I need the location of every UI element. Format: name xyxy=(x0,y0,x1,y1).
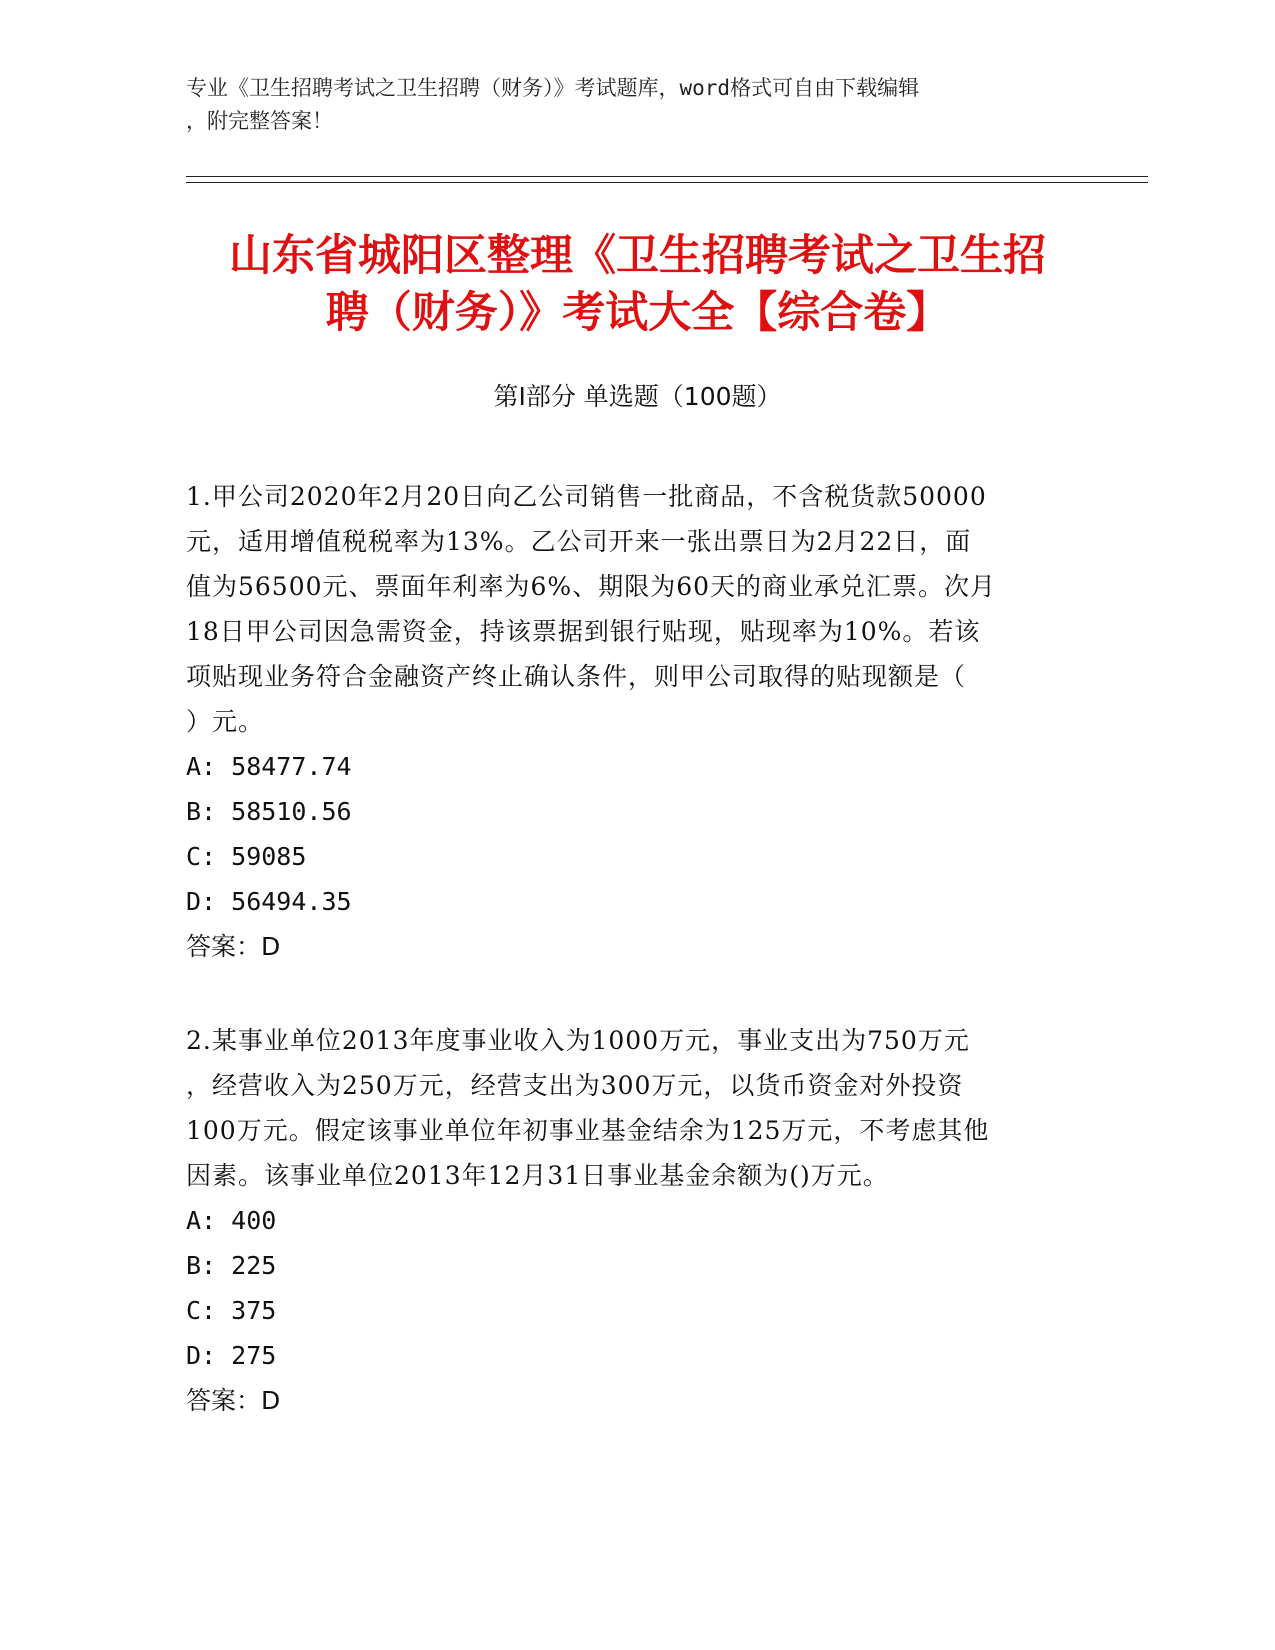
header-divider xyxy=(186,182,1148,183)
option-c: C: 59085 xyxy=(186,842,307,871)
option-c: C: 375 xyxy=(186,1296,277,1325)
question-stem-line: ，经营收入为250万元，经营支出为300万元，以货币资金对外投资 xyxy=(186,1071,964,1100)
header-note-line: 专业《卫生招聘考试之卫生招聘（财务）》考试题库，word格式可自由下载编辑 xyxy=(186,76,920,100)
header-note-line: ，附完整答案！ xyxy=(186,109,333,133)
option-a: A: 400 xyxy=(186,1206,277,1235)
question-stem-line: 因素。该事业单位2013年12月31日事业基金余额为()万元。 xyxy=(186,1161,889,1190)
question-stem xyxy=(186,474,1086,744)
question-stem-line: ）元。 xyxy=(186,707,265,736)
document-title xyxy=(150,228,1125,342)
answer: 答案：D xyxy=(186,932,281,961)
question-1 xyxy=(186,474,1086,969)
question-stem-line: 值为56500元、票面年利率为6%、期限为60天的商业承兑汇票。次月 xyxy=(186,572,997,601)
answer: 答案：D xyxy=(186,1386,281,1415)
question-stem-line: 18日甲公司因急需资金，持该票据到银行贴现，贴现率为10%。若该 xyxy=(186,617,981,646)
header-note xyxy=(186,72,1086,138)
question-stem-line: 元，适用增值税税率为13%。乙公司开来一张出票日为2月22日，面 xyxy=(186,527,972,556)
section-title: 第Ⅰ部分 单选题（100题） xyxy=(493,382,782,411)
document-title-line: 聘（财务）》考试大全【综合卷】 xyxy=(325,288,950,338)
option-d: D: 56494.35 xyxy=(186,887,352,916)
question-stem-line: 项贴现业务符合金融资产终止确认条件，则甲公司取得的贴现额是（ xyxy=(186,662,967,691)
question-stem-line: 2.某事业单位2013年度事业收入为1000万元，事业支出为750万元 xyxy=(186,1026,970,1055)
option-d: D: 275 xyxy=(186,1341,277,1370)
question-2 xyxy=(186,1018,1086,1423)
option-b: B: 225 xyxy=(186,1251,277,1280)
option-a: A: 58477.74 xyxy=(186,752,352,781)
header-divider xyxy=(186,176,1148,177)
document-title-line: 山东省城阳区整理《卫生招聘考试之卫生招 xyxy=(229,231,1046,281)
question-stem-line: 100万元。假定该事业单位年初事业基金结余为125万元，不考虑其他 xyxy=(186,1116,990,1145)
option-b: B: 58510.56 xyxy=(186,797,352,826)
question-stem xyxy=(186,1018,1086,1198)
question-stem-line: 1.甲公司2020年2月20日向乙公司销售一批商品，不含税货款50000 xyxy=(186,482,987,511)
